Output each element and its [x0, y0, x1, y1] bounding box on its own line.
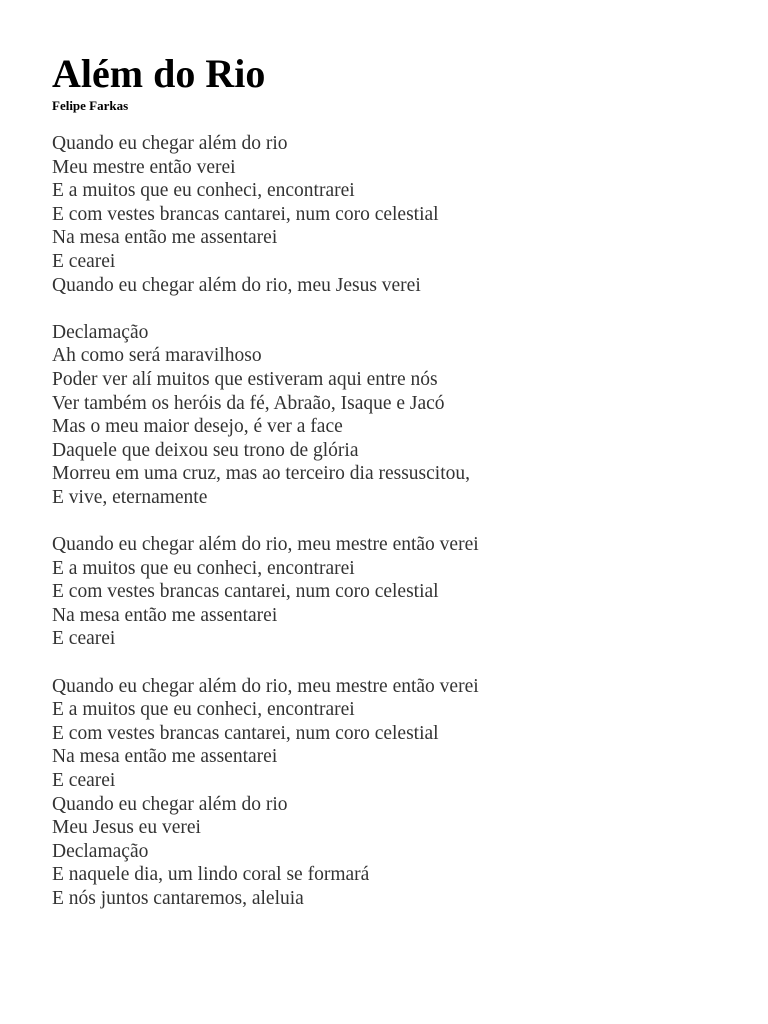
lyrics-line: E cearei [52, 770, 116, 792]
lyrics-line: Quando eu chegar além do rio, meu mestre então verei [52, 675, 479, 697]
lyrics-stanza [52, 132, 742, 297]
lyrics-line: Meu mestre então verei [52, 156, 236, 178]
lyrics-line: Quando eu chegar além do rio [52, 133, 288, 154]
lyrics-line: E a muitos que eu conheci, encontrarei [52, 699, 355, 721]
lyrics-line: E com vestes brancas cantarei, num coro celestial [52, 581, 439, 603]
lyrics-stanza [52, 675, 742, 911]
lyrics-line: E vive, eternamente [52, 486, 208, 508]
lyrics-line: E cearei [52, 628, 116, 650]
song-title: Além do Rio [52, 51, 266, 96]
lyrics-line: Declamação [52, 840, 149, 862]
lyrics-line: Ver também os heróis da fé, Abraão, Isaque e Jacó [52, 392, 445, 414]
lyrics-stanza [52, 533, 742, 651]
lyrics-line: E naquele dia, um lindo coral se formará [52, 864, 370, 886]
lyrics-line: Quando eu chegar além do rio, meu mestre então verei [52, 534, 479, 556]
lyrics-line: Quando eu chegar além do rio [52, 793, 288, 815]
lyrics-line: E a muitos que eu conheci, encontrarei [52, 557, 355, 579]
song-author: Felipe Farkas [52, 98, 129, 113]
lyrics-line: E com vestes brancas cantarei, num coro celestial [52, 203, 439, 225]
lyrics-line: E cearei [52, 250, 116, 272]
lyrics-line: Mas o meu maior desejo, é ver a face [52, 416, 343, 438]
lyrics-line: Na mesa então me assentarei [52, 227, 278, 249]
lyrics-line: Na mesa então me assentarei [52, 604, 278, 626]
lyrics-line: Daquele que deixou seu trono de glória [52, 439, 359, 461]
lyrics-line: E nós juntos cantaremos, aleluia [52, 888, 304, 909]
lyrics-line: E com vestes brancas cantarei, num coro celestial [52, 722, 439, 744]
lyrics-line: Ah como será maravilhoso [52, 345, 262, 367]
lyrics-line: Morreu em uma cruz, mas ao terceiro dia ressuscitou, [52, 463, 471, 485]
lyrics-line: E a muitos que eu conheci, encontrarei [52, 180, 355, 202]
lyrics-line: Poder ver alí muitos que estiveram aqui entre nós [52, 368, 438, 390]
lyrics-line: Declamação [52, 321, 149, 343]
lyrics-page [52, 50, 742, 934]
lyrics-body [52, 132, 742, 911]
lyrics-stanza [52, 321, 742, 510]
lyrics-line: Meu Jesus eu verei [52, 817, 201, 839]
lyrics-line: Na mesa então me assentarei [52, 746, 278, 768]
lyrics-line: Quando eu chegar além do rio, meu Jesus verei [52, 274, 421, 296]
